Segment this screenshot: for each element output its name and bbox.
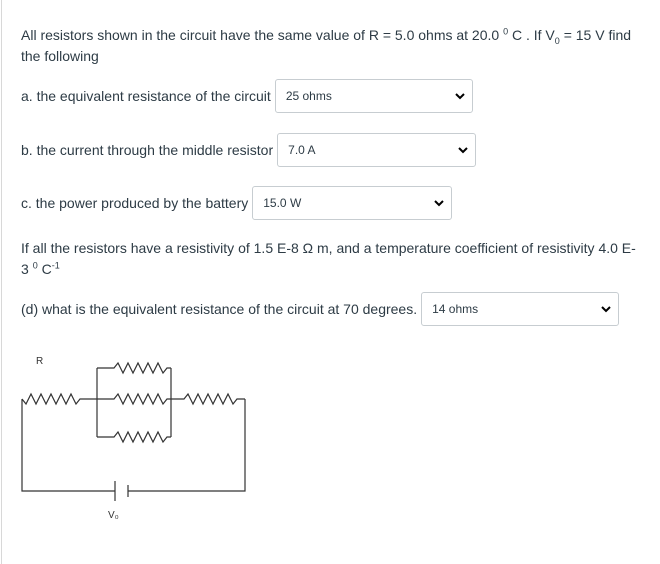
- resistor-parallel-middle: [97, 394, 171, 404]
- resistor-parallel-top: [97, 363, 171, 373]
- answer-c-select[interactable]: [252, 186, 452, 220]
- question-a: [21, 79, 473, 113]
- answer-d-select[interactable]: [421, 292, 619, 326]
- circuit-diagram: [0, 340, 270, 530]
- answer-a-value: 25 ohms: [285, 89, 332, 103]
- resistor-left: [22, 394, 97, 404]
- chevron-down-icon: [434, 198, 444, 208]
- chevron-down-icon: [458, 145, 468, 155]
- battery-label: V₀: [108, 510, 119, 521]
- chevron-down-icon: [601, 304, 611, 314]
- resistor-parallel-bottom: [97, 432, 171, 442]
- resistor-label: R: [36, 356, 44, 367]
- problem-intro: All resistors shown in the circuit have the same value of R = 5.0 ohms at 20.0 $^0$ C . If $V_0 = 15$ V find the following: [21, 26, 632, 64]
- answer-c-value: 15.0 W: [263, 196, 302, 210]
- wire-right: [128, 399, 245, 491]
- question-a-label: a. the equivalent resistance of the circuit: [21, 88, 271, 104]
- answer-d-value: 14 ohms: [432, 302, 479, 316]
- resistivity-paragraph: If all the resistors have a resistivity of 1.5 E-8 Ω m, and a temperature coefficient of resistivity 4.0 E- 3 $^0$ $C^{-1}$: [21, 240, 636, 277]
- question-c-label: c. the power produced by the battery: [21, 195, 249, 211]
- chevron-down-icon: [455, 91, 465, 101]
- answer-a-select[interactable]: [275, 79, 473, 113]
- answer-b-value: 7.0 A: [288, 143, 316, 157]
- question-b-label: b. the current through the middle resistor: [21, 142, 274, 158]
- answer-b-select[interactable]: [277, 133, 476, 167]
- resistor-right: [171, 394, 245, 404]
- question-d: [21, 292, 619, 326]
- question-d-label: (d) what is the equivalent resistance of the circuit at 70 degrees.: [21, 301, 418, 317]
- wire-left: [22, 399, 115, 491]
- question-b: [21, 133, 476, 167]
- question-c: [21, 186, 452, 220]
